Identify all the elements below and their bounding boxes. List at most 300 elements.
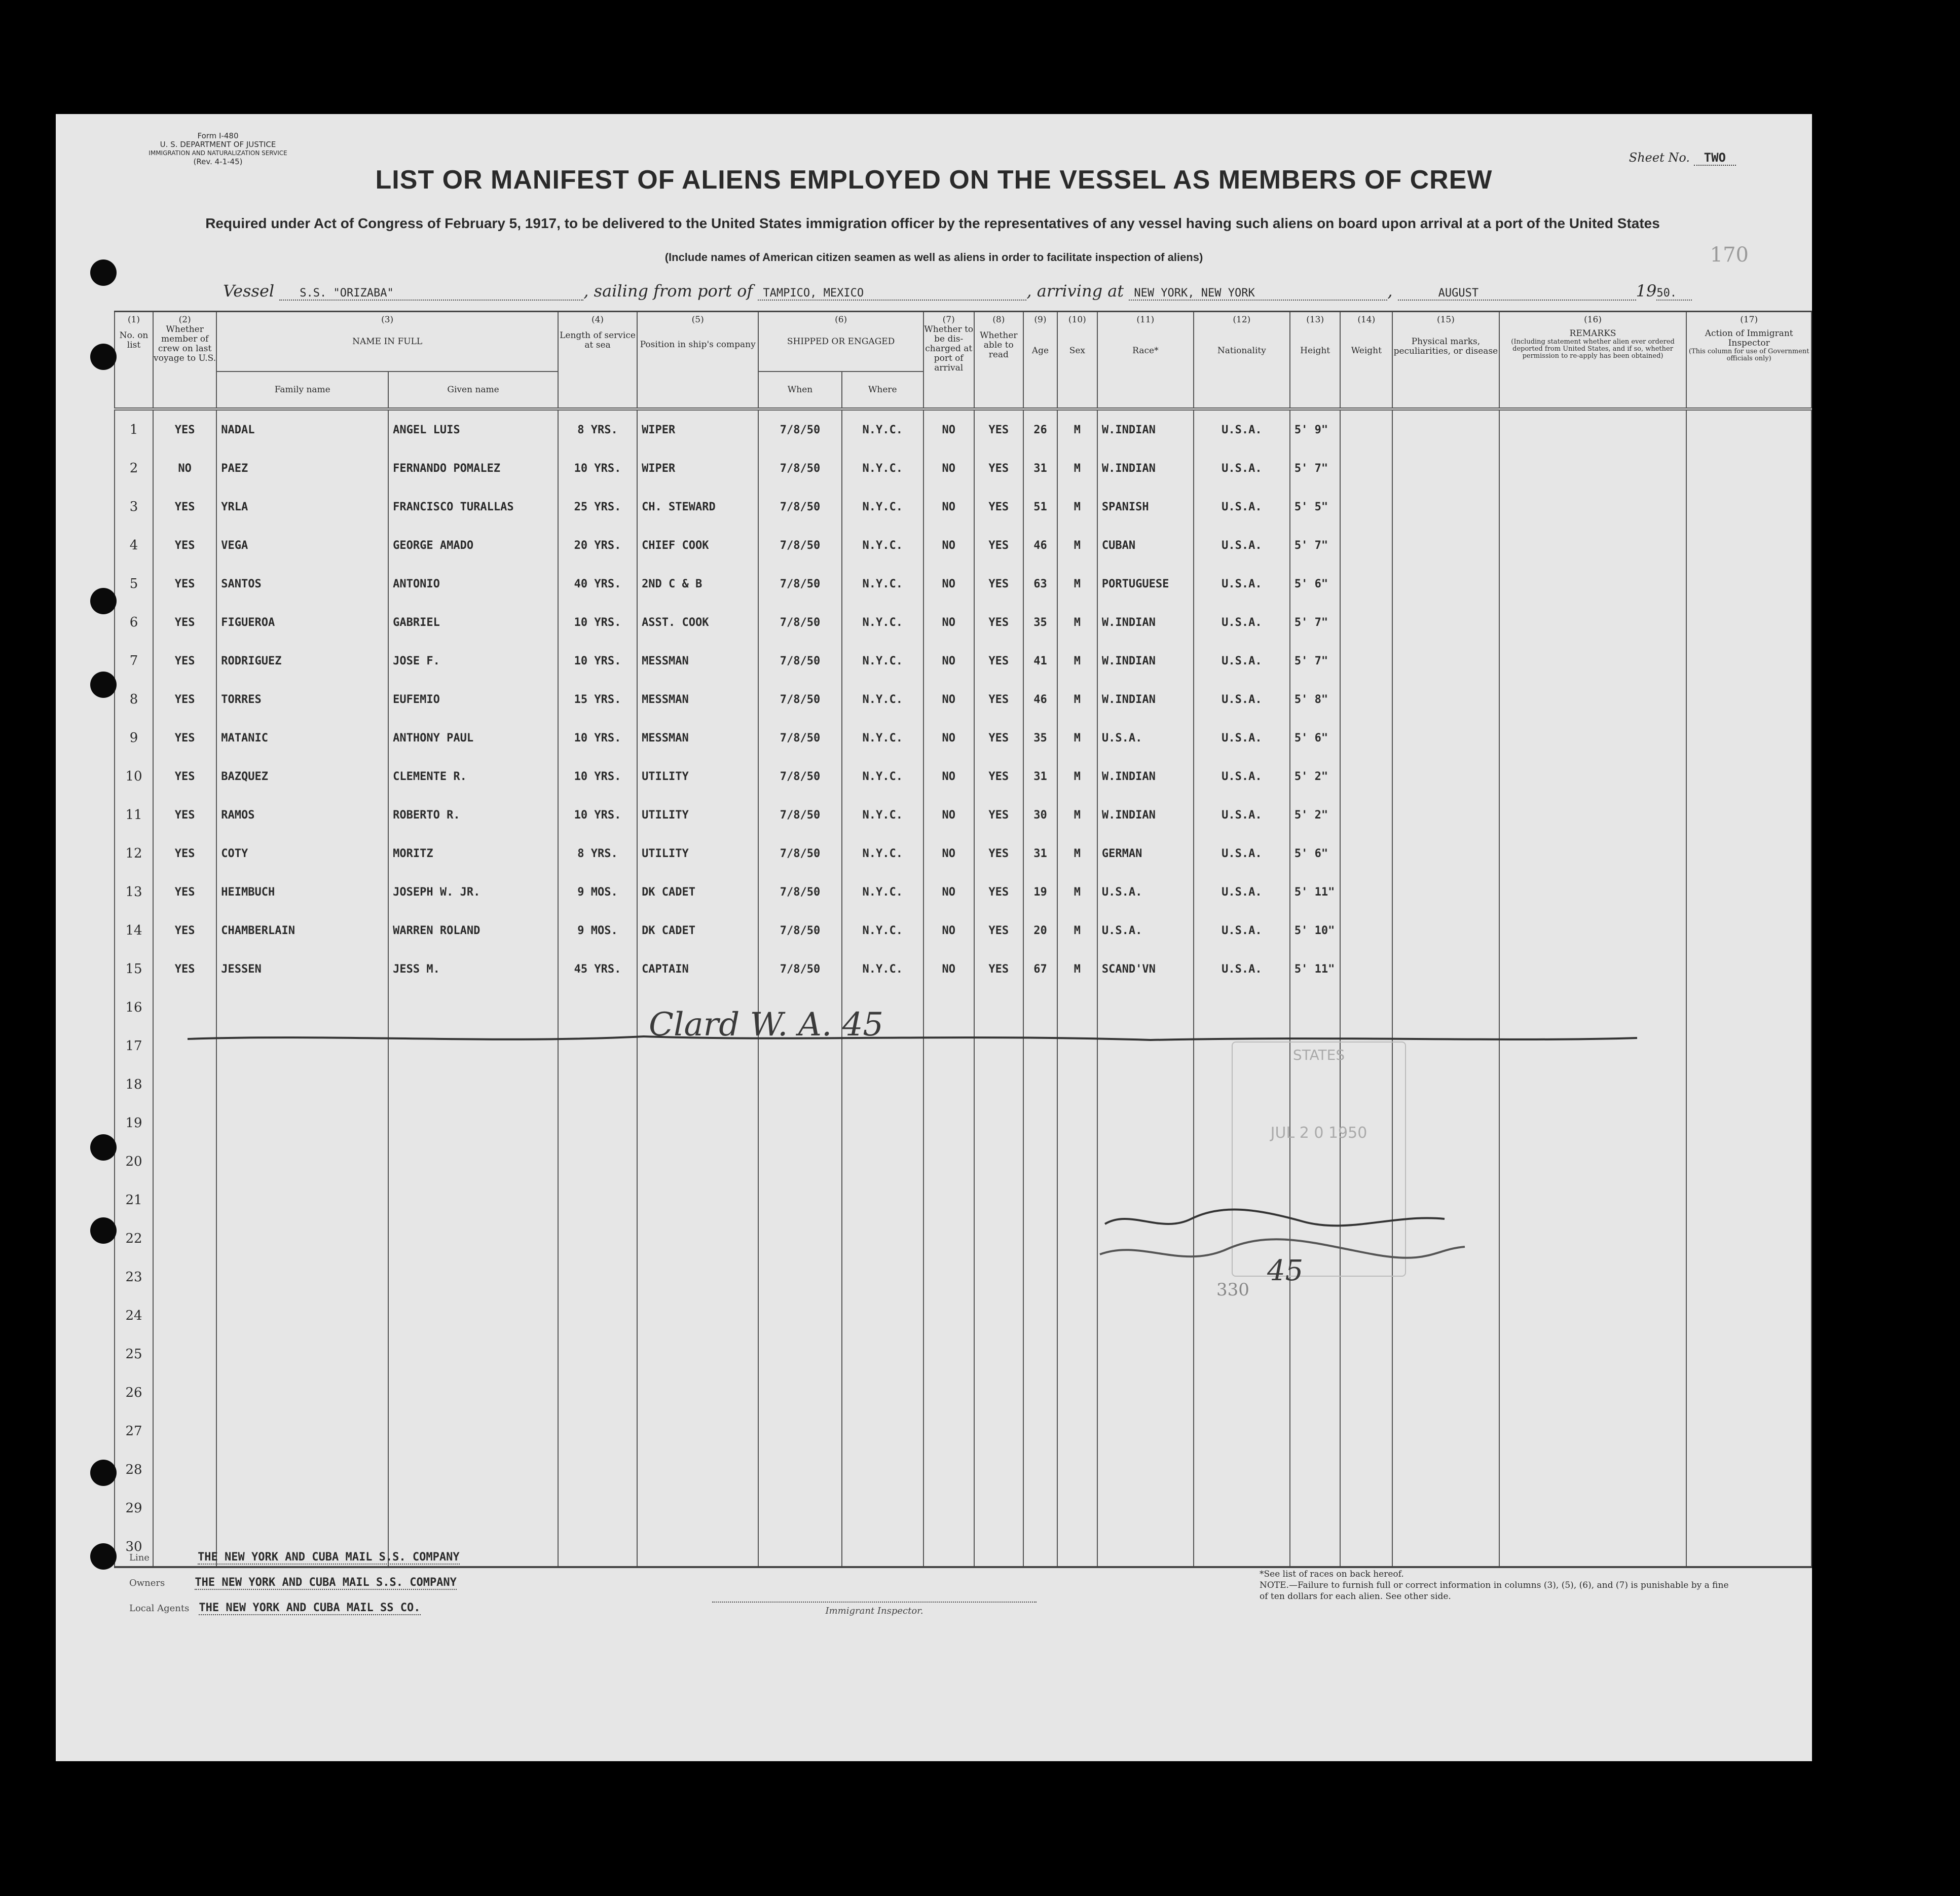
cell-prev: YES	[153, 642, 216, 680]
cell-no: 19	[115, 1104, 153, 1142]
cell-blank	[1499, 873, 1687, 911]
cell-prev	[153, 1451, 216, 1489]
cell-age	[1023, 1373, 1057, 1412]
cell-nat: U.S.A.	[1194, 409, 1290, 449]
cell-blank	[1499, 1412, 1687, 1451]
cell-when: 7/8/50	[758, 950, 841, 988]
line-value: THE NEW YORK AND CUBA MAIL S.S. COMPANY	[198, 1551, 460, 1564]
cell-service: 25 YRS.	[558, 488, 637, 526]
cell-when	[758, 1373, 841, 1412]
cell-blank	[1392, 1451, 1499, 1489]
cell-blank	[1392, 1489, 1499, 1528]
table-row	[115, 1296, 1811, 1335]
manifest-page	[56, 114, 1812, 1761]
cell-disch: NO	[923, 911, 974, 950]
cell-height: 5' 2"	[1290, 796, 1341, 834]
cell-prev	[153, 1142, 216, 1181]
cell-sex: M	[1057, 796, 1097, 834]
binder-hole	[90, 1217, 117, 1244]
cell-blank	[1499, 1296, 1687, 1335]
cell-blank	[1340, 409, 1392, 449]
cell-blank	[1686, 719, 1811, 757]
col-when-header: When	[758, 371, 841, 409]
cell-blank	[1499, 526, 1687, 565]
cell-prev	[153, 1373, 216, 1412]
cell-blank	[1499, 719, 1687, 757]
cell-where: N.Y.C.	[842, 796, 923, 834]
cell-given: MORITZ	[388, 834, 558, 873]
vessel-value: S.S. "ORIZABA"	[279, 287, 583, 301]
cell-race: SPANISH	[1097, 488, 1194, 526]
cell-service: 10 YRS.	[558, 757, 637, 796]
cell-no: 7	[115, 642, 153, 680]
cell-no: 18	[115, 1065, 153, 1104]
cell-no: 30	[115, 1528, 153, 1567]
cell-when	[758, 1258, 841, 1296]
voyage-line	[223, 281, 1692, 301]
handwritten-count-45: 45	[1267, 1254, 1304, 1287]
cell-family	[216, 1219, 388, 1258]
col-shipped-header: (6) SHIPPED OR ENGAGED	[758, 312, 923, 372]
cell-blank	[1686, 1451, 1811, 1489]
cell-no: 11	[115, 796, 153, 834]
cell-service	[558, 1412, 637, 1451]
port-to-value: NEW YORK, NEW YORK	[1129, 287, 1387, 301]
cell-where	[842, 1451, 923, 1489]
cell-where	[842, 1181, 923, 1219]
cell-where	[842, 1335, 923, 1373]
cell-service	[558, 1104, 637, 1142]
table-row	[115, 757, 1811, 796]
cell-height: 5' 7"	[1290, 603, 1341, 642]
cell-family: SANTOS	[216, 565, 388, 603]
include-note: (Include names of American citizen seamen as well as aliens in order to facilitate inspection of aliens)	[664, 251, 1203, 264]
cell-race: U.S.A.	[1097, 911, 1194, 950]
cell-given	[388, 1258, 558, 1296]
cell-blank	[1686, 488, 1811, 526]
cell-blank	[1392, 834, 1499, 873]
cell-family	[216, 1296, 388, 1335]
cell-given: JESS M.	[388, 950, 558, 988]
cell-family	[216, 1489, 388, 1528]
cell-sex: M	[1057, 911, 1097, 950]
cell-blank	[1340, 873, 1392, 911]
cell-disch	[923, 1373, 974, 1412]
cell-prev: YES	[153, 950, 216, 988]
cell-given: CLEMENTE R.	[388, 757, 558, 796]
cell-family: PAEZ	[216, 449, 388, 488]
cell-when: 7/8/50	[758, 719, 841, 757]
cell-blank	[1392, 911, 1499, 950]
sheet-value: TWO	[1694, 151, 1736, 166]
inspector-signature-line: Immigrant Inspector.	[712, 1602, 1037, 1616]
cell-height	[1290, 1451, 1341, 1489]
cell-blank	[1686, 911, 1811, 950]
cell-no: 26	[115, 1373, 153, 1412]
cell-blank	[1686, 526, 1811, 565]
cell-blank	[1686, 1489, 1811, 1528]
cell-family: JESSEN	[216, 950, 388, 988]
table-row	[115, 680, 1811, 719]
cell-disch	[923, 1412, 974, 1451]
cell-height	[1290, 1412, 1341, 1451]
cell-height: 5' 10"	[1290, 911, 1341, 950]
table-row	[115, 873, 1811, 911]
cell-blank	[1392, 1412, 1499, 1451]
cell-given: ANTONIO	[388, 565, 558, 603]
crew-table	[114, 311, 1812, 1568]
cell-sex: M	[1057, 642, 1097, 680]
cell-nat: U.S.A.	[1194, 796, 1290, 834]
cell-blank	[1499, 1104, 1687, 1142]
cell-age: 46	[1023, 680, 1057, 719]
cell-read: YES	[974, 603, 1024, 642]
cell-nat	[1194, 1489, 1290, 1528]
cell-prev	[153, 1219, 216, 1258]
cell-nat: U.S.A.	[1194, 603, 1290, 642]
cell-disch: NO	[923, 526, 974, 565]
table-row	[115, 719, 1811, 757]
col-name-header: (3) NAME IN FULL	[216, 312, 558, 372]
cell-blank	[1340, 834, 1392, 873]
cell-disch: NO	[923, 719, 974, 757]
table-row	[115, 1065, 1811, 1104]
col-family-name-header: Family name	[216, 371, 388, 409]
cell-where: N.Y.C.	[842, 449, 923, 488]
cell-disch: NO	[923, 834, 974, 873]
cell-age	[1023, 1451, 1057, 1489]
cell-race: W.INDIAN	[1097, 603, 1194, 642]
cell-race	[1097, 1296, 1194, 1335]
cell-blank	[1340, 1335, 1392, 1373]
cell-prev	[153, 1489, 216, 1528]
cell-blank	[1686, 1142, 1811, 1181]
cell-prev	[153, 1104, 216, 1142]
cell-position	[637, 1296, 758, 1335]
cell-position: UTILITY	[637, 834, 758, 873]
cell-given	[388, 1373, 558, 1412]
binder-hole	[90, 1134, 117, 1161]
col-action-header: (17) Action of Immigrant Inspector (This column for use of Government officials only)	[1686, 312, 1811, 410]
cell-blank	[1686, 950, 1811, 988]
cell-position: UTILITY	[637, 796, 758, 834]
cell-nat: U.S.A.	[1194, 873, 1290, 911]
cell-blank	[1686, 1104, 1811, 1142]
cell-sex: M	[1057, 409, 1097, 449]
cell-disch: NO	[923, 796, 974, 834]
cell-position: ASST. COOK	[637, 603, 758, 642]
cell-family: CHAMBERLAIN	[216, 911, 388, 950]
cell-disch: NO	[923, 488, 974, 526]
page-title: LIST OR MANIFEST OF ALIENS EMPLOYED ON THE VESSEL AS MEMBERS OF CREW	[375, 165, 1493, 195]
cell-blank	[1499, 488, 1687, 526]
cell-given: GEORGE AMADO	[388, 526, 558, 565]
cell-where: N.Y.C.	[842, 873, 923, 911]
cell-age	[1023, 1065, 1057, 1104]
cell-disch	[923, 1181, 974, 1219]
cell-when: 7/8/50	[758, 796, 841, 834]
cell-disch: NO	[923, 603, 974, 642]
cell-no: 3	[115, 488, 153, 526]
col-prev-voyage-header: (2) Whether member of crew on last voyage to U.S.	[153, 312, 216, 410]
cell-when: 7/8/50	[758, 603, 841, 642]
department-name: U. S. DEPARTMENT OF JUSTICE	[160, 140, 276, 149]
cell-sex: M	[1057, 757, 1097, 796]
cell-nat	[1194, 1528, 1290, 1567]
cell-blank	[1499, 1489, 1687, 1528]
cell-read: YES	[974, 565, 1024, 603]
cell-blank	[1686, 1335, 1811, 1373]
cell-family	[216, 1335, 388, 1373]
cell-read	[974, 1335, 1024, 1373]
cell-read: YES	[974, 719, 1024, 757]
cell-when: 7/8/50	[758, 642, 841, 680]
cell-read: YES	[974, 950, 1024, 988]
cell-sex	[1057, 1528, 1097, 1567]
cell-family	[216, 1373, 388, 1412]
cell-sex: M	[1057, 873, 1097, 911]
cell-blank	[1499, 1181, 1687, 1219]
cell-blank	[1340, 1412, 1392, 1451]
cell-blank	[1340, 950, 1392, 988]
cell-service: 10 YRS.	[558, 603, 637, 642]
cell-sex: M	[1057, 488, 1097, 526]
cell-disch: NO	[923, 680, 974, 719]
cell-read	[974, 1451, 1024, 1489]
cell-blank	[1686, 1027, 1811, 1065]
cell-no: 21	[115, 1181, 153, 1219]
cell-blank	[1392, 526, 1499, 565]
cell-race: W.INDIAN	[1097, 796, 1194, 834]
cell-service: 45 YRS.	[558, 950, 637, 988]
cell-prev: YES	[153, 603, 216, 642]
cell-age	[1023, 1142, 1057, 1181]
cell-nat: U.S.A.	[1194, 911, 1290, 950]
cell-blank	[1340, 911, 1392, 950]
cell-prev: YES	[153, 409, 216, 449]
cell-no: 10	[115, 757, 153, 796]
year-value: 50.	[1656, 287, 1692, 301]
cell-height: 5' 11"	[1290, 950, 1341, 988]
cell-blank	[1686, 988, 1811, 1027]
cell-age: 35	[1023, 603, 1057, 642]
cell-position: WIPER	[637, 409, 758, 449]
cell-blank	[1499, 1528, 1687, 1567]
cell-age	[1023, 1335, 1057, 1373]
cell-when: 7/8/50	[758, 757, 841, 796]
cell-blank	[1340, 757, 1392, 796]
cell-where: N.Y.C.	[842, 950, 923, 988]
crossout-stroke	[188, 1019, 1642, 1059]
cell-when: 7/8/50	[758, 409, 841, 449]
cell-no: 2	[115, 449, 153, 488]
col-height-header: (13) Height	[1290, 312, 1341, 410]
cell-disch	[923, 1065, 974, 1104]
form-reference	[117, 132, 319, 166]
cell-race: W.INDIAN	[1097, 642, 1194, 680]
cell-service	[558, 1296, 637, 1335]
cell-age	[1023, 1412, 1057, 1451]
cell-where: N.Y.C.	[842, 834, 923, 873]
cell-no: 20	[115, 1142, 153, 1181]
cell-no: 28	[115, 1451, 153, 1489]
cell-blank	[1392, 603, 1499, 642]
cell-nat	[1194, 1296, 1290, 1335]
cell-blank	[1499, 680, 1687, 719]
cell-disch: NO	[923, 642, 974, 680]
cell-prev: YES	[153, 757, 216, 796]
col-physical-header: (15) Physical marks, peculiarities, or disease	[1392, 312, 1499, 410]
cell-age: 31	[1023, 834, 1057, 873]
cell-blank	[1392, 449, 1499, 488]
cell-service	[558, 1528, 637, 1567]
cell-prev: YES	[153, 680, 216, 719]
stamp-number-330: 330	[1216, 1280, 1249, 1300]
cell-no: 16	[115, 988, 153, 1027]
cell-blank	[1340, 449, 1392, 488]
cell-age	[1023, 1181, 1057, 1219]
cell-age: 51	[1023, 488, 1057, 526]
cell-where: N.Y.C.	[842, 680, 923, 719]
cell-age: 35	[1023, 719, 1057, 757]
cell-race	[1097, 1142, 1194, 1181]
month-value: AUGUST	[1398, 287, 1636, 301]
cell-disch	[923, 1489, 974, 1528]
cell-race	[1097, 1373, 1194, 1412]
cell-age	[1023, 1296, 1057, 1335]
cell-blank	[1686, 1258, 1811, 1296]
table-row	[115, 1104, 1811, 1142]
table-row	[115, 1373, 1811, 1412]
cell-family: RODRIGUEZ	[216, 642, 388, 680]
cell-sex	[1057, 1335, 1097, 1373]
cell-blank	[1499, 911, 1687, 950]
cell-sex: M	[1057, 449, 1097, 488]
cell-where: N.Y.C.	[842, 719, 923, 757]
cell-nat: U.S.A.	[1194, 834, 1290, 873]
cell-service	[558, 1181, 637, 1219]
cell-sex: M	[1057, 719, 1097, 757]
cell-read	[974, 1219, 1024, 1258]
cell-position	[637, 1142, 758, 1181]
table-row	[115, 1451, 1811, 1489]
cell-position	[637, 1219, 758, 1258]
cell-given	[388, 1104, 558, 1142]
cell-read: YES	[974, 642, 1024, 680]
cell-given	[388, 1489, 558, 1528]
cell-race	[1097, 1451, 1194, 1489]
cell-sex: M	[1057, 950, 1097, 988]
revision: (Rev. 4-1-45)	[193, 157, 243, 166]
cell-disch	[923, 1142, 974, 1181]
cell-prev	[153, 1181, 216, 1219]
table-row	[115, 911, 1811, 950]
cell-blank	[1392, 873, 1499, 911]
table-row	[115, 603, 1811, 642]
cell-prev	[153, 1065, 216, 1104]
vessel-label: Vessel	[223, 281, 275, 301]
cell-given: ANTHONY PAUL	[388, 719, 558, 757]
cell-blank	[1340, 1528, 1392, 1567]
cell-where	[842, 1412, 923, 1451]
cell-disch: NO	[923, 449, 974, 488]
cell-disch	[923, 1335, 974, 1373]
cell-blank	[1499, 950, 1687, 988]
cell-no: 13	[115, 873, 153, 911]
table-row	[115, 796, 1811, 834]
sailing-label: , sailing from port of	[583, 281, 753, 301]
cell-when	[758, 1219, 841, 1258]
cell-sex: M	[1057, 565, 1097, 603]
cell-where	[842, 1142, 923, 1181]
cell-prev: YES	[153, 834, 216, 873]
table-row	[115, 1412, 1811, 1451]
handwritten-crew-count: Clard W. A. 45	[649, 1006, 884, 1044]
cell-service: 8 YRS.	[558, 409, 637, 449]
cell-disch: NO	[923, 409, 974, 449]
cell-blank	[1499, 603, 1687, 642]
cell-where	[842, 1373, 923, 1412]
col-read-header: (8) Whether able to read	[974, 312, 1024, 410]
cell-service	[558, 1065, 637, 1104]
cell-where	[842, 1489, 923, 1528]
cell-family: HEIMBUCH	[216, 873, 388, 911]
cell-blank	[1499, 1065, 1687, 1104]
cell-read: YES	[974, 680, 1024, 719]
cell-blank	[1340, 1373, 1392, 1412]
cell-sex: M	[1057, 680, 1097, 719]
sheet-label: Sheet No.	[1629, 151, 1690, 165]
cell-read	[974, 1412, 1024, 1451]
cell-height: 5' 7"	[1290, 526, 1341, 565]
col-weight-header: (14) Weight	[1340, 312, 1392, 410]
cell-sex	[1057, 1489, 1097, 1528]
cell-position: MESSMAN	[637, 719, 758, 757]
cell-when	[758, 1104, 841, 1142]
cell-family: NADAL	[216, 409, 388, 449]
cell-disch: NO	[923, 950, 974, 988]
cell-service: 10 YRS.	[558, 796, 637, 834]
sheet-number	[1629, 151, 1736, 165]
cell-given	[388, 1296, 558, 1335]
cell-where	[842, 1296, 923, 1335]
col-nationality-header: (12) Nationality	[1194, 312, 1290, 410]
col-service-header: (4) Length of service at sea	[558, 312, 637, 410]
cell-read	[974, 1258, 1024, 1296]
col-where-header: Where	[842, 371, 923, 409]
cell-service	[558, 1373, 637, 1412]
cell-read: YES	[974, 911, 1024, 950]
table-row	[115, 834, 1811, 873]
cell-nat: U.S.A.	[1194, 488, 1290, 526]
cell-where: N.Y.C.	[842, 603, 923, 642]
binder-hole	[90, 1543, 117, 1570]
cell-family: RAMOS	[216, 796, 388, 834]
cell-disch	[923, 1219, 974, 1258]
cell-when	[758, 1065, 841, 1104]
cell-read	[974, 1142, 1024, 1181]
cell-no: 15	[115, 950, 153, 988]
cell-read	[974, 1528, 1024, 1567]
cell-age: 31	[1023, 449, 1057, 488]
cell-disch	[923, 1296, 974, 1335]
cell-read: YES	[974, 834, 1024, 873]
cell-no: 4	[115, 526, 153, 565]
cell-height	[1290, 1489, 1341, 1528]
cell-blank	[1340, 488, 1392, 526]
cell-disch	[923, 1104, 974, 1142]
cell-given: JOSE F.	[388, 642, 558, 680]
